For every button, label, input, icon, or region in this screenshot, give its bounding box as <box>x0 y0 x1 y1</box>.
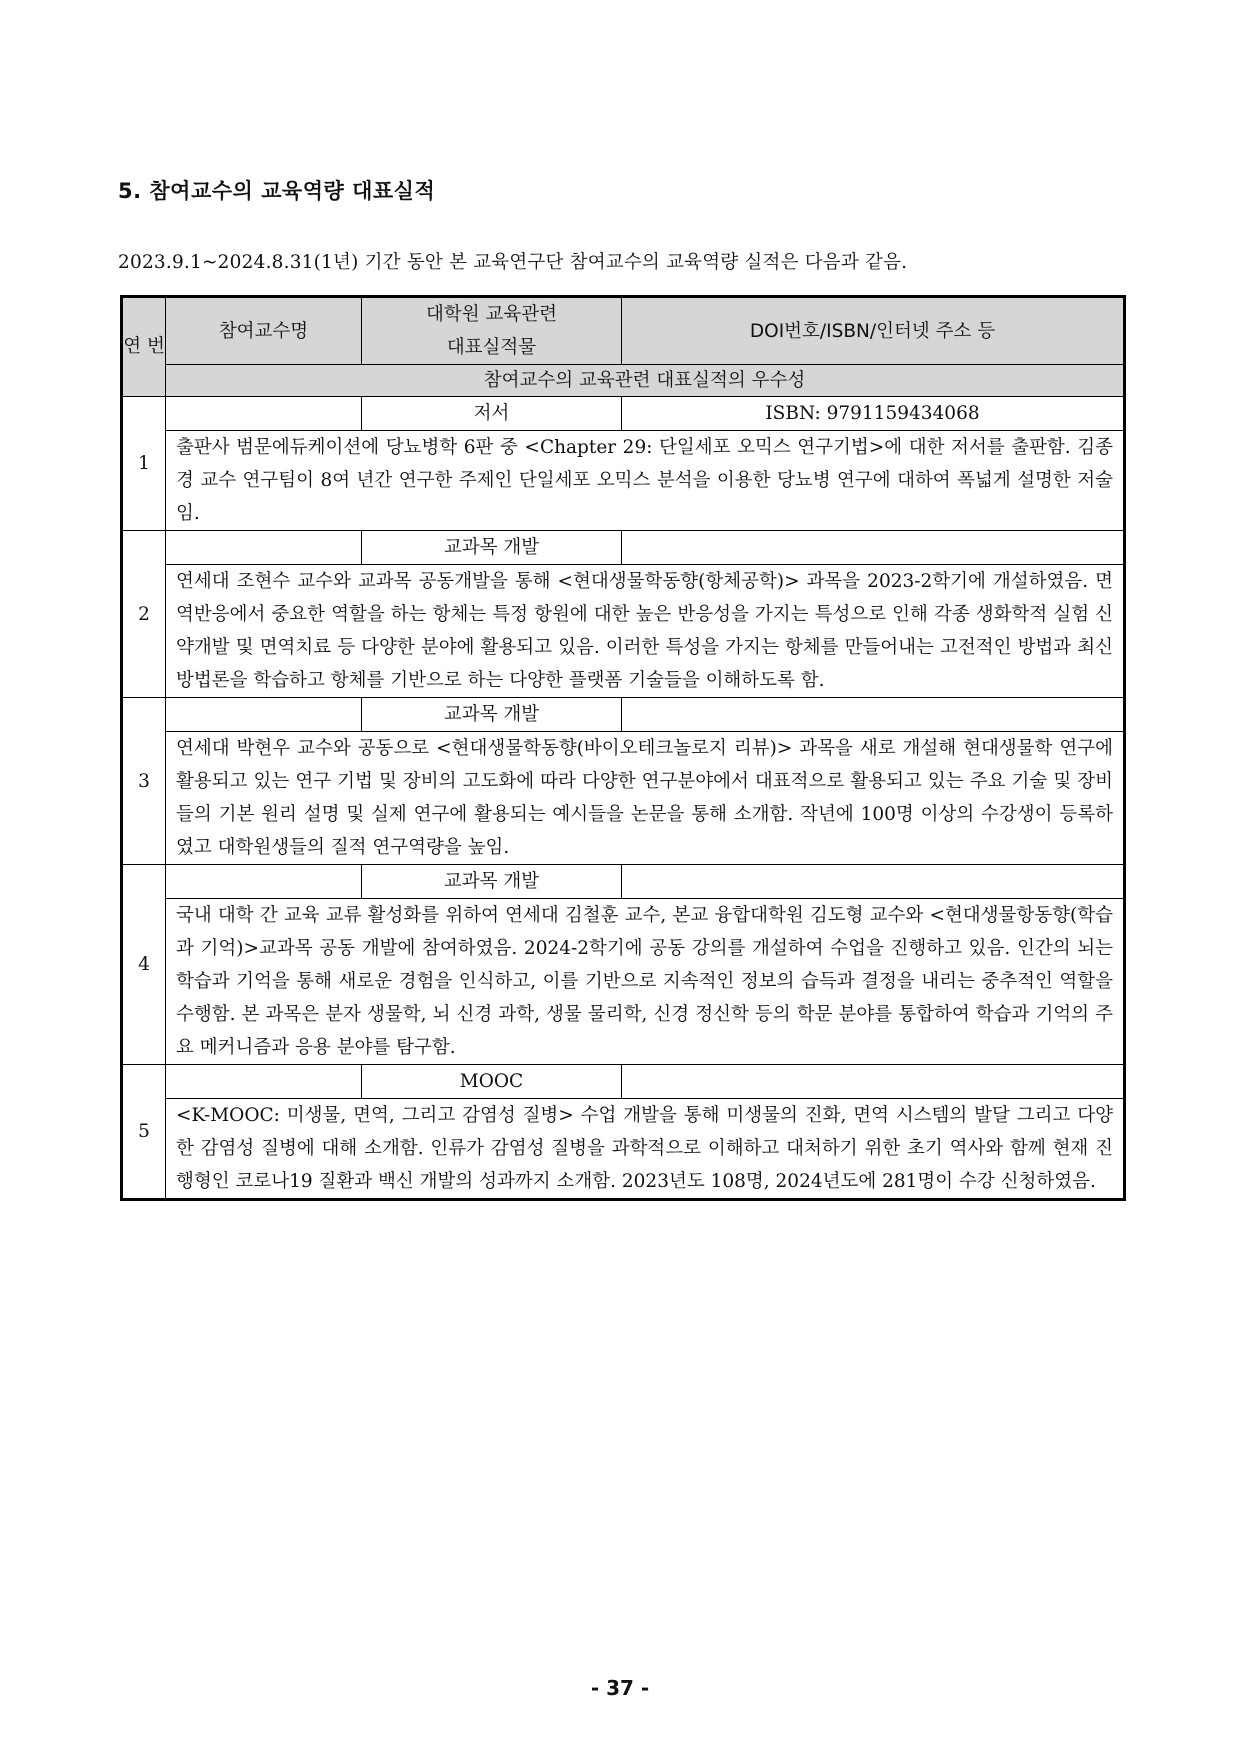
row-description: 출판사 범문에듀케이션에 당뇨병학 6판 중 <Chapter 29: 단일세포 오믹스 연구기법>에 대한 저서를 출판함. 김종경 교수 연구팀이 8여 년간 연구한 주제인 단일세포 오믹스 분석을 이용한 당뇨병 연구에 대하여 폭넓게 설명한 저술임. <box>166 431 1125 531</box>
table-row-description <box>122 431 1125 531</box>
row-number: 2 <box>122 531 166 698</box>
row-category: 교과목 개발 <box>362 531 622 565</box>
header-achievement-line1: 대학원 교육관련 <box>426 304 557 325</box>
row-doi <box>622 698 1125 732</box>
table-row-description <box>122 732 1125 865</box>
table-row-description <box>122 565 1125 698</box>
row-professor <box>166 865 362 899</box>
header-number-label: 연 번 <box>123 336 165 357</box>
row-category: 저서 <box>362 397 622 431</box>
row-description: 연세대 박현우 교수와 공동으로 <현대생물학동향(바이오테크놀로지 리뷰)> 과목을 새로 개설해 현대생물학 연구에 활용되고 있는 연구 기법 및 장비의 고도화에 따라 다양한 연구분야에서 대표적으로 활용되고 있는 주요 기술 및 장비들의 기본 원리 설명 및 실제 연구에 활용되는 예시들을 논문을 통해 소개함. 작년에 100명 이상의 수강생이 등록하였고 대학원생들의 질적 연구역량을 높임. <box>166 732 1125 865</box>
intro-text: 2023.9.1~2024.8.31(1년) 기간 동안 본 교육연구단 참여교수의 교육역량 실적은 다음과 같음. <box>118 252 908 273</box>
row-description: <K-MOOC: 미생물, 면역, 그리고 감염성 질병> 수업 개발을 통해 미생물의 진화, 면역 시스템의 발달 그리고 다양한 감염성 질병에 대해 소개함. 인류가 감염성 질병을 과학적으로 이해하고 대처하기 위한 초기 역사와 함께 현재 진행형인 코로나19 질환과 백신 개발의 성과까지 소개함. 2023년도 108명, 2024년도에 281명이 수강 신청하였음. <box>166 1099 1125 1200</box>
row-doi <box>622 531 1125 565</box>
table-row <box>122 531 1125 565</box>
header-doi: DOI번호/ISBN/인터넷 주소 등 <box>622 297 1125 365</box>
row-professor <box>166 698 362 732</box>
row-number: 1 <box>122 397 166 531</box>
header-achievement <box>362 297 622 365</box>
table-row <box>122 865 1125 899</box>
header-number <box>122 297 166 397</box>
row-category: 교과목 개발 <box>362 698 622 732</box>
table-row-description <box>122 1099 1125 1200</box>
page-number: - 37 - <box>590 1676 650 1700</box>
row-professor <box>166 1065 362 1099</box>
achievements-table <box>120 295 1126 1201</box>
row-number: 5 <box>122 1065 166 1200</box>
row-doi: ISBN: 9791159434068 <box>622 397 1125 431</box>
section-title: 5. 참여교수의 교육역량 대표실적 <box>118 179 436 203</box>
header-professor: 참여교수명 <box>166 297 362 365</box>
row-category: MOOC <box>362 1065 622 1099</box>
row-number: 3 <box>122 698 166 865</box>
row-professor <box>166 531 362 565</box>
row-category: 교과목 개발 <box>362 865 622 899</box>
header-subheader: 참여교수의 교육관련 대표실적의 우수성 <box>166 365 1125 397</box>
table-row-description <box>122 899 1125 1065</box>
table-row <box>122 698 1125 732</box>
row-number: 4 <box>122 865 166 1065</box>
header-achievement-line2: 대표실적물 <box>446 337 537 358</box>
row-description: 연세대 조현수 교수와 교과목 공동개발을 통해 <현대생물학동향(항체공학)> 과목을 2023-2학기에 개설하였음. 면역반응에서 중요한 역할을 하는 항체는 특정 항원에 대한 높은 반응성을 가지는 특성으로 인해 각종 생화학적 실험 신약개발 및 면역치료 등 다양한 분야에 활용되고 있음. 이러한 특성을 가지는 항체를 만들어내는 고전적인 방법과 최신 방법론을 학습하고 항체를 기반으로 하는 다양한 플랫폼 기술들을 이해하도록 함. <box>166 565 1125 698</box>
table-row <box>122 1065 1125 1099</box>
row-doi <box>622 865 1125 899</box>
row-description: 국내 대학 간 교육 교류 활성화를 위하여 연세대 김철훈 교수, 본교 융합대학원 김도형 교수와 <현대생물항동향(학습과 기억)>교과목 공동 개발에 참여하였음. 2024-2학기에 공동 강의를 개설하여 수업을 진행하고 있음. 인간의 뇌는 학습과 기억을 통해 새로운 경험을 인식하고, 이를 기반으로 지속적인 정보의 습득과 결정을 내리는 중추적인 역할을 수행함. 본 과목은 분자 생물학, 뇌 신경 과학, 생물 물리학, 신경 정신학 등의 학문 분야를 통합하여 학습과 기억의 주요 메커니즘과 응용 분야를 탐구함. <box>166 899 1125 1065</box>
table-row <box>122 397 1125 431</box>
row-doi <box>622 1065 1125 1099</box>
row-professor <box>166 397 362 431</box>
